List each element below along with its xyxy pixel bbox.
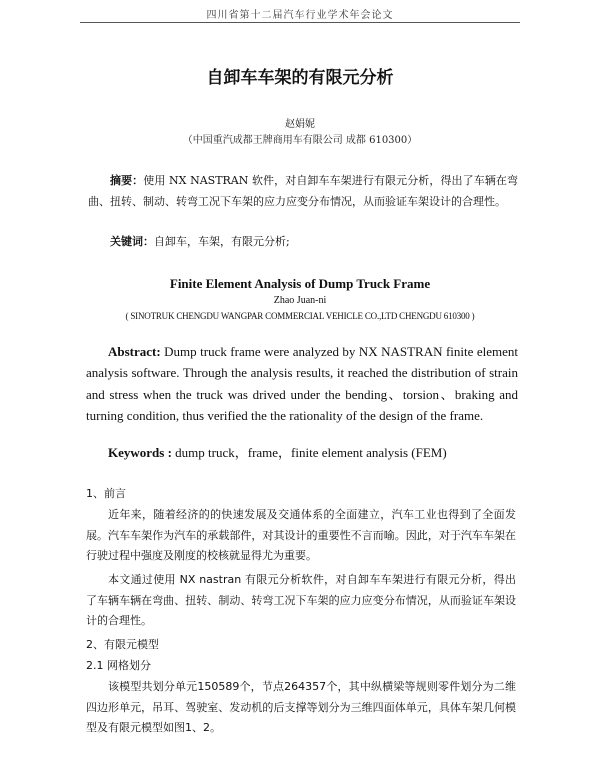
english-author: Zhao Juan-ni (273, 295, 327, 306)
english-keywords-text: dump truck，frame，finite element analysis (FEM) (171, 445, 447, 460)
chinese-abstract-text: 使用 NX NASTRAN 软件，对自卸车车架进行有限元分析，得出了车辆在弯曲、扭转、制动、转弯工况下车架的应力应变分布情况，从而验证车架设计的合理性。 (88, 174, 519, 208)
chinese-abstract-label: 摘要： (110, 174, 144, 187)
section-2-heading: 2、有限元模型 (86, 638, 159, 651)
english-keywords (108, 442, 528, 461)
english-abstract (86, 341, 518, 427)
chinese-abstract (88, 170, 518, 212)
english-keywords-label: Keywords : (108, 445, 172, 460)
section-1-heading: 1、前言 (86, 487, 126, 500)
section-1-paragraph-1: 近年来，随着经济的的快速发展及交通体系的全面建立，汽车工业也得到了全面发展。汽车车架作为汽车的承载部件，对其设计的重要性不言而喻。因此，对于汽车车架在行驶过程中强度及刚度的校核就显得尤为重要。 (86, 508, 516, 562)
english-abstract-text: Dump truck frame were analyzed by NX NASTRAN finite element analysis software. Through the analysis results, it reached the distribution of strain and stress when the truck was drived under the bending、torsion、braking and turning condition, thus verified the the rationality of the design of the frame. (86, 344, 518, 424)
running-header: 四川省第十二届汽车行业学术年会论文 (206, 10, 394, 21)
chinese-keywords-label: 关键词： (110, 235, 154, 248)
english-abstract-label: Abstract: (108, 344, 161, 359)
chinese-keywords (110, 233, 520, 249)
chinese-author: 赵娟妮 (285, 119, 315, 130)
english-title: Finite Element Analysis of Dump Truck Frame (169, 276, 431, 291)
section-2-1-heading: 2.1 网格划分 (86, 659, 151, 672)
english-affiliation: ( SINOTRUK CHENGDU WANGPAR COMMERCIAL VEHICLE CO.,LTD CHENGDU 610300 ) (125, 311, 475, 321)
chinese-affiliation: （中国重汽成都王牌商用车有限公司 成都 610300） (182, 135, 418, 146)
section-2-1-paragraph-1: 该模型共划分单元150589个，节点264357个，其中纵横梁等规则零件划分为二维四边形单元，吊耳、驾驶室、发动机的后支撑等划分为三维四面体单元，具体车架几何模型及有限元模型如图1、2。 (86, 680, 516, 734)
chinese-keywords-text: 自卸车，车架，有限元分析; (154, 235, 290, 248)
chinese-title: 自卸车车架的有限元分析 (206, 68, 394, 88)
header-rule (80, 22, 520, 23)
section-1-paragraph-2: 本文通过使用 NX nastran 有限元分析软件，对自卸车车架进行有限元分析，得出了车辆车辆在弯曲、扭转、制动、转弯工况下车架的应力应变分布情况，从而验证车架设计的合理性。 (86, 573, 516, 627)
